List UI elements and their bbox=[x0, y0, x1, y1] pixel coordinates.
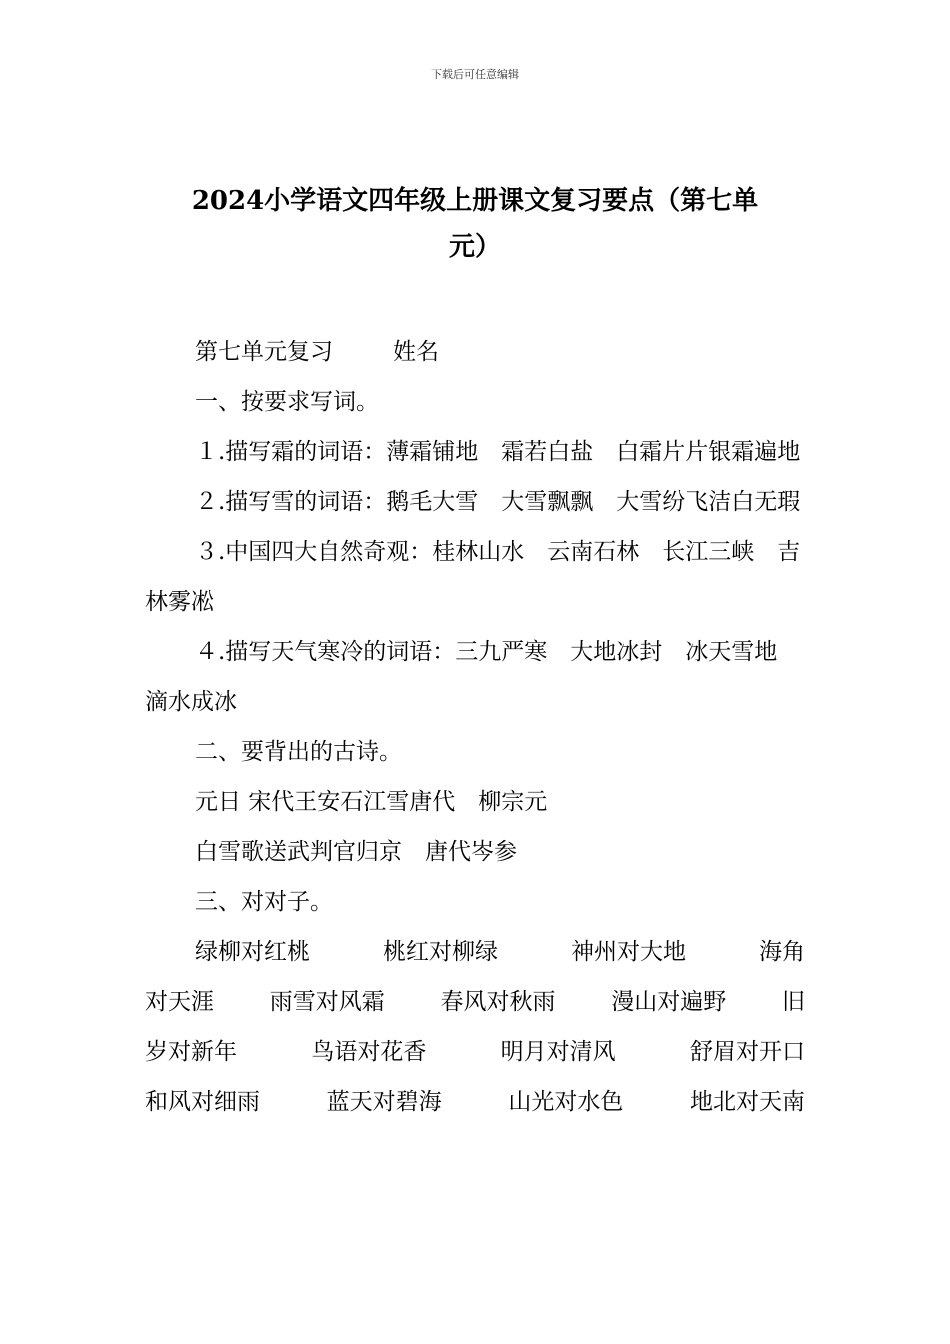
section-1-item-3: ３.中国四大自然奇观：桂林山水 云南石林 长江三峡 吉林雾凇 bbox=[145, 539, 801, 615]
unit-label: 第七单元复习 bbox=[195, 339, 333, 365]
couplet: 对天涯 bbox=[145, 989, 214, 1015]
intro-line bbox=[145, 327, 805, 377]
section-2-heading: 二、要背出的古诗。 bbox=[195, 739, 402, 765]
couplet-row bbox=[145, 927, 805, 977]
couplet: 蓝天对碧海 bbox=[326, 1089, 442, 1115]
couplet: 舒眉对开口 bbox=[689, 1039, 805, 1065]
couplet: 海角 bbox=[759, 939, 805, 965]
title-line-1: 2024小学语文四年级上册课文复习要点（第七单 bbox=[191, 186, 759, 216]
section-1-item-2: ２.描写雪的词语：鹅毛大雪 大雪飘飘 大雪纷飞洁白无瑕 bbox=[195, 489, 801, 515]
poem-line-2: 白雪歌送武判官归京 唐代岑参 bbox=[195, 839, 517, 865]
couplet: 桃红对柳绿 bbox=[383, 939, 498, 965]
couplet: 绿柳对红桃 bbox=[195, 939, 310, 965]
section-1-item-1: １.描写霜的词语：薄霜铺地 霜若白盐 白霜片片银霜遍地 bbox=[195, 439, 801, 465]
couplet-row bbox=[145, 1077, 805, 1127]
couplet: 春风对秋雨 bbox=[440, 989, 556, 1015]
couplet: 旧 bbox=[782, 989, 805, 1015]
couplet: 鸟语对花香 bbox=[311, 1039, 427, 1065]
couplet-row bbox=[145, 1027, 805, 1077]
section-1-heading: 一、按要求写词。 bbox=[195, 389, 379, 415]
couplet: 雨雪对风霜 bbox=[269, 989, 385, 1015]
title-line-2: 元） bbox=[448, 232, 501, 262]
page-header-note: 下载后可任意编辑 bbox=[431, 68, 519, 81]
section-3-heading: 三、对对子。 bbox=[195, 889, 333, 915]
couplet: 和风对细雨 bbox=[145, 1089, 260, 1115]
couplet: 地北对天南 bbox=[689, 1089, 805, 1115]
poem-line-1: 元日 宋代王安石江雪唐代 柳宗元 bbox=[195, 789, 548, 815]
couplet-row bbox=[145, 977, 805, 1027]
document-title bbox=[150, 178, 800, 270]
document-body bbox=[145, 327, 805, 1127]
couplet: 神州对大地 bbox=[571, 939, 686, 965]
section-1-item-4: ４.描写天气寒冷的词语：三九严寒 大地冰封 冰天雪地 滴水成冰 bbox=[145, 639, 801, 715]
couplet: 山光对水色 bbox=[508, 1089, 624, 1115]
name-label: 姓名 bbox=[393, 339, 439, 365]
couplet: 岁对新年 bbox=[145, 1039, 237, 1065]
couplet: 漫山对遍野 bbox=[611, 989, 727, 1015]
couplet: 明月对清风 bbox=[500, 1039, 616, 1065]
